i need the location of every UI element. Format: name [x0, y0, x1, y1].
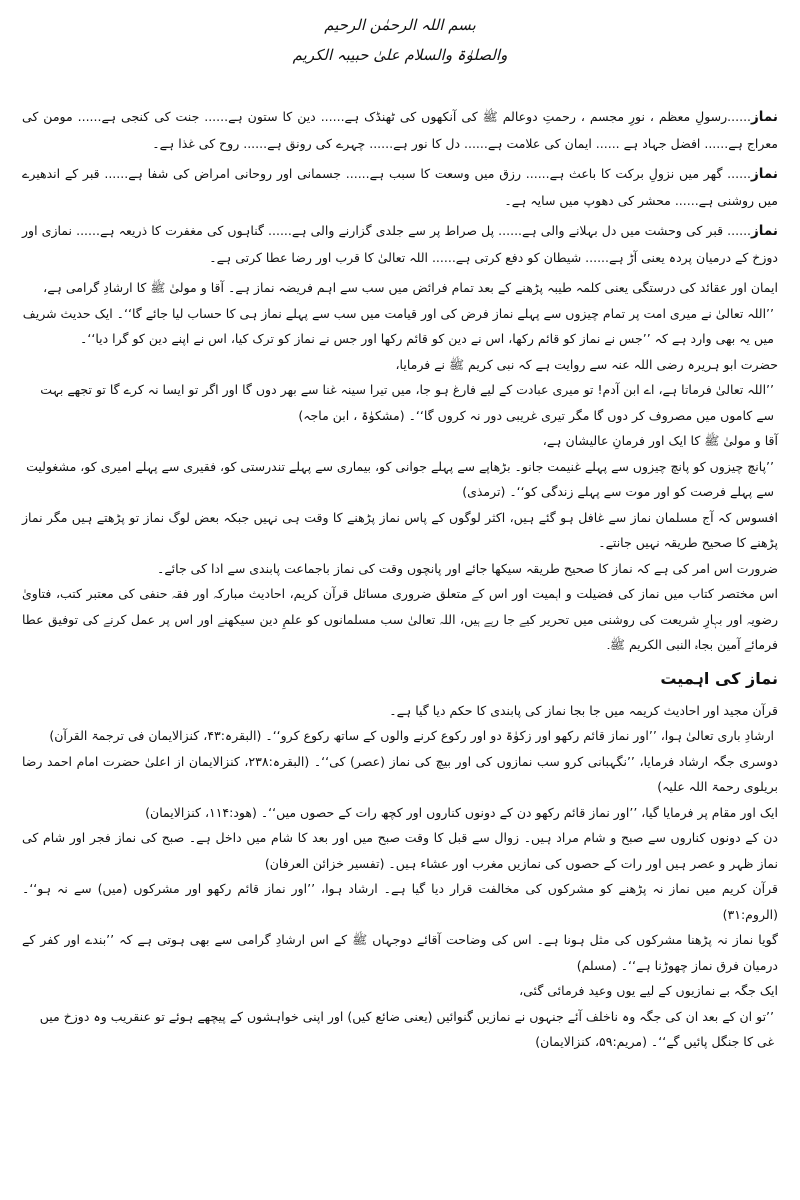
body-paragraph: قرآن مجید اور احادیث کریمہ میں جا بجا نماز کی پابندی کا حکم دیا گیا ہے۔ — [389, 702, 778, 718]
salutation-line: والصلوٰۃ والسلام علیٰ حبیبہ الکریم — [292, 46, 508, 64]
namaz-paragraph-2 — [22, 161, 778, 213]
body-paragraph: ایمان اور عقائد کی درستگی یعنی کلمہ طیبہ پڑھنے کے بعد تمام فرائض میں سب سے اہم فریضہ نماز ہے۔ آقا و مولیٰ ﷺ کا ارشادِ گرامی ہے، — [43, 280, 778, 295]
paragraph-lead: نماز — [751, 109, 778, 125]
namaz-paragraph-3 — [22, 218, 778, 270]
document-header — [22, 10, 778, 70]
section-heading: نماز کی اہمیت — [660, 668, 778, 688]
hadith-quote: ’’پانچ چیزوں کو پانچ چیزوں سے پہلے غنیمت جانو۔ بڑھاپے سے پہلے جوانی کو، بیماری سے پہلے تندرستی کو، فقیری سے پہلے امیری کو، مشغولیت سے پہلے فرصت کو اور موت سے پہلے زندگی کو‘‘۔ (ترمذی) — [26, 458, 774, 499]
body-paragraph: ضرورت اس امر کی ہے کہ نماز کا صحیح طریقہ سیکھا جائے اور پانچوں وقت کی نماز باجماعت پابندی سے ادا کی جائے۔ — [157, 560, 778, 576]
bismillah-line: بسم اللہ الرحمٰن الرحیم — [324, 16, 476, 34]
paragraph-text: ......رسولِ معظم ، نورِ مجسم ، رحمتِ دوعالم ﷺ کی آنکھوں کی ٹھنڈک ہے...... دین کا ستون ہے...... جنت کی کنجی ہے...... مومن کی معراج ہے...... افضل جہاد ہے ...... ایمان کی علامت ہے...... دل کا نور ہے...... چہرے کی رونق ہے...... روح کی غذا ہے۔ — [22, 109, 778, 151]
body-paragraph: حضرت ابو ہریرہ رضی اللہ عنہ سے روایت ہے کہ نبی کریم ﷺ نے فرمایا، — [395, 356, 778, 372]
body-paragraph: قرآن کریم میں نماز نہ پڑھنے کو مشرکوں کی مخالفت قرار دیا گیا ہے۔ ارشاد ہوا، ’’اور نماز قائم رکھو اور مشرکوں (میں) سے نہ ہو‘‘۔ (الروم:۳۱) — [22, 881, 778, 922]
paragraph-text: ...... گھر میں نزولِ برکت کا باعث ہے...... رزق میں وسعت کا سبب ہے...... جسمانی اور روحانی امراض کی شفا ہے...... قبر کے اندھیرے میں روشنی ہے...... محشر کی دھوپ میں سایہ ہے۔ — [22, 166, 778, 208]
paragraph-lead: نماز — [751, 166, 778, 182]
body-paragraph: اس مختصر کتاب میں نماز کی فضیلت و اہمیت اور اس کے متعلق ضروری مسائل قرآن کریم، احادیث مبارکہ اور فقہ حنفی کی معتبر کتب، فتاویٰ رضویہ اور بہارِ شریعت کی روشنی میں تحریر کیے جا رہے ہیں، اللہ تعالیٰ سب مسلمانوں کو علمِ دین سیکھنے اور اس پر عمل کرنے کی توفیق عطا فرمائے آمین بجاہ النبی الکریم ﷺ۔ — [22, 586, 778, 652]
paragraph-text: ...... قبر کی وحشت میں دل بہلانے والی ہے...... پل صراط پر سے جلدی گزارنے والی ہے...... گناہوں کی مغفرت کا ذریعہ ہے...... نمازی اور دوزخ کے درمیان پردہ یعنی آڑ ہے...... شیطان کو دفع کرتی ہے...... اللہ تعالیٰ کا قرب اور رضا عطا کرتی ہے۔ — [22, 223, 778, 265]
quran-quote: ’’تو ان کے بعد ان کی جگہ وہ ناخلف آئے جنہوں نے نمازیں گنوائیں (یعنی ضائع کیں) اور اپنی خواہشوں کے پیچھے ہوئے تو عنقریب وہ دوزخ میں غی کا جنگل پائیں گے‘‘۔ (مریم:۵۹، کنزالایمان) — [39, 1008, 774, 1049]
body-paragraph: دوسری جگہ ارشاد فرمایا، ’’نگہبانی کرو سب نمازوں کی اور بیچ کی نماز (عصر) کی‘‘۔ (البقرہ:۲۳۸، کنزالایمان از اعلیٰ حضرت امام احمد رضا بریلوی رحمۃ اللہ علیہ) — [22, 753, 778, 794]
body-paragraph: افسوس کہ آج مسلمان نماز سے غافل ہو گئے ہیں، اکثر لوگوں کے پاس نماز پڑھنے کا وقت ہی نہیں جبکہ بعض لوگ نماز تو پڑھتے ہیں مگر نماز پڑھنے کا صحیح طریقہ نہیں جانتے۔ — [22, 509, 778, 550]
body-paragraph: گویا نماز نہ پڑھنا مشرکوں کی مثل ہونا ہے۔ اس کی وضاحت آقائے دوجہاں ﷺ کے اس ارشادِ گرامی سے بھی ہوتی ہے کہ ’’بندے اور کفر کے درمیان فرق نماز چھوڑنا ہے‘‘۔ (مسلم) — [22, 932, 778, 973]
namaz-paragraph-1 — [22, 104, 778, 156]
body-paragraph: دن کے دونوں کناروں سے صبح و شام مراد ہیں۔ زوال سے قبل کا وقت صبح میں اور بعد کا شام میں داخل ہے۔ صبح کی نماز فجر اور شام کی نماز ظہر و عصر ہیں اور رات کے حصوں کی نمازیں مغرب اور عشاء ہیں۔ (تفسیر خزائن العرفان) — [22, 830, 778, 871]
quran-quote: ارشادِ باری تعالیٰ ہوا، ’’اور نماز قائم رکھو اور زکوٰۃ دو اور رکوع کرنے والوں کے ساتھ رکوع کرو‘‘۔ (البقرہ:۴۳، کنزالایمان فی ترجمۃ القرآن) — [49, 728, 774, 743]
body-paragraph: آقا و مولیٰ ﷺ کا ایک اور فرمانِ عالیشان ہے، — [542, 433, 778, 448]
paragraph-lead: نماز — [751, 223, 778, 239]
hadith-quote: ’’اللہ تعالیٰ فرماتا ہے، اے ابن آدم! تو میری عبادت کے لیے فارغ ہو جا، میں تیرا سینہ غنا سے بھر دوں گا اور اگر تو ایسا نہ کرے گا تو تجھے بہت سے کاموں میں مصروف کر دوں گا مگر تیری غریبی دور نہ کروں گا‘‘۔ (مشکوٰۃ ، ابن ماجہ) — [40, 382, 774, 423]
body-paragraph: ایک جگہ بے نمازیوں کے لیے یوں وعید فرمائی گئی، — [519, 983, 778, 998]
hadith-quote: ’’اللہ تعالیٰ نے میری امت پر تمام چیزوں سے پہلے نماز فرض کی اور قیامت میں سب سے پہلے نماز ہی کا حساب لیا جائے گا‘‘۔ ایک حدیث شریف میں یہ بھی وارد ہے کہ ’’جس نے نماز کو قائم رکھا، اس نے دین کو قائم رکھا اور جس نے نماز کو ترک کیا، اس نے اپنے دین کو گرا دیا‘‘۔ — [22, 305, 774, 346]
body-paragraph: ایک اور مقام پر فرمایا گیا، ’’اور نماز قائم رکھو دن کے دونوں کناروں اور کچھ رات کے حصوں میں‘‘۔ (ھود:۱۱۴، کنزالایمان) — [145, 804, 778, 820]
